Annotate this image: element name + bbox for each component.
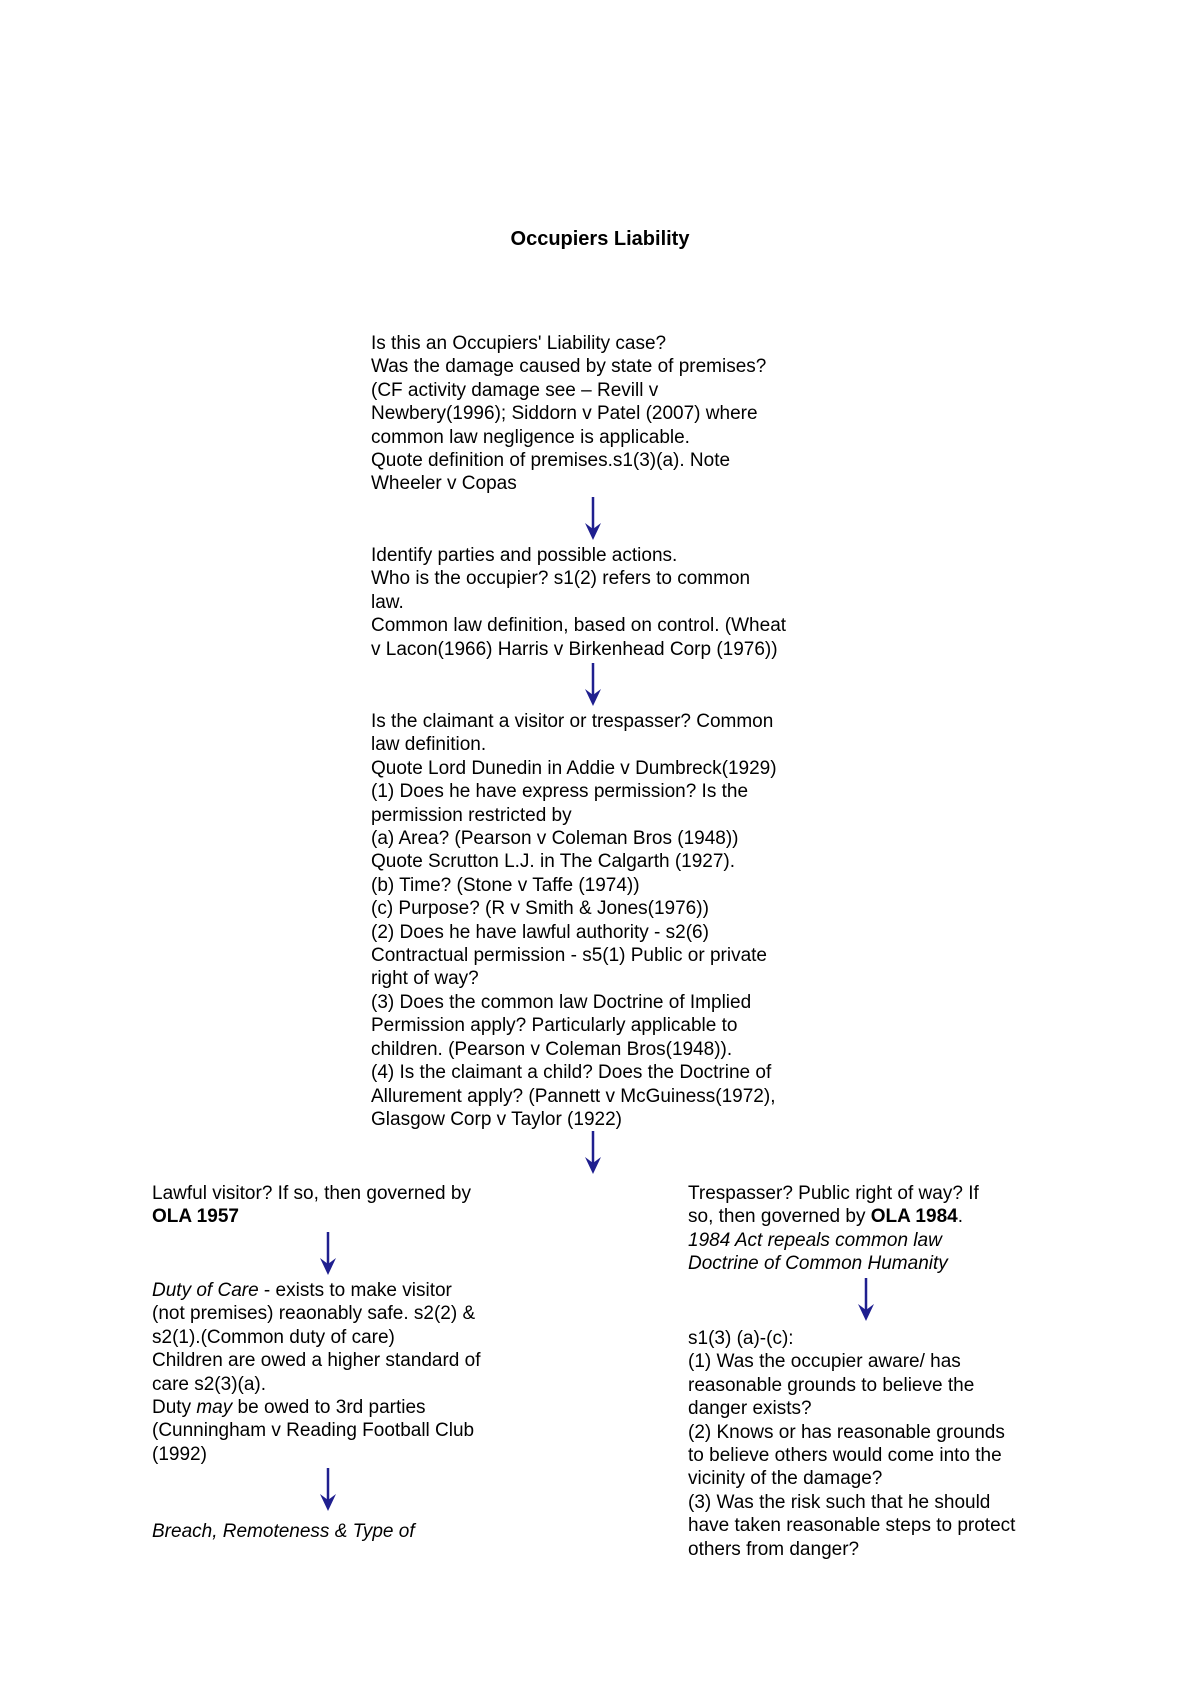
text-line: Newbery(1996); Siddorn v Patel (2007) where: [371, 403, 758, 425]
down-arrow-icon: [583, 1131, 603, 1175]
text-line: s1(3) (a)-(c):: [688, 1328, 794, 1349]
text-line: Identify parties and possible actions.: [371, 545, 678, 566]
breach-box: [152, 1520, 415, 1543]
act-name: OLA 1957: [152, 1206, 239, 1228]
text-line: [152, 1279, 480, 1302]
text-line: children. (Pearson v Coleman Bros(1948)).: [371, 1038, 733, 1060]
text-line: (not premises) reaonably safe. s2(2) &: [152, 1303, 476, 1325]
text-line: Breach, Remoteness & Type of: [152, 1521, 415, 1542]
text-line: (b) Time? (Stone v Taffe (1974)): [371, 874, 640, 896]
lawful-visitor-box: [152, 1182, 471, 1229]
text-line: common law negligence is applicable.: [371, 426, 690, 448]
text-line: Common law definition, based on control. (Wheat: [371, 615, 787, 637]
text-line: Quote Lord Dunedin in Addie v Dumbreck(1929): [371, 757, 777, 779]
text-line: (4) Is the claimant a child? Does the Doctrine of: [371, 1062, 772, 1084]
text-line: (CF activity damage see – Revill v: [371, 379, 659, 401]
text-line: (1) Does he have express permission? Is the: [371, 781, 749, 803]
text-line: (2) Knows or has reasonable grounds: [688, 1421, 1005, 1443]
text-line: (1) Was the occupier aware/ has: [688, 1351, 961, 1373]
text-line: danger exists?: [688, 1398, 812, 1420]
text-line: Allurement apply? (Pannett v McGuiness(1972),: [371, 1085, 776, 1107]
text-line: Lawful visitor? If so, then governed by: [152, 1183, 471, 1204]
text-line: Permission apply? Particularly applicable to: [371, 1015, 738, 1037]
text-fragment: Duty: [152, 1397, 197, 1419]
text-fragment: so, then governed by: [688, 1206, 871, 1228]
text-line: Is the claimant a visitor or trespasser? Common: [371, 711, 774, 732]
text-line: (3) Was the risk such that he should: [688, 1491, 991, 1513]
text-line: to believe others would come into the: [688, 1445, 1002, 1467]
text-line: Quote definition of premises.s1(3)(a). Note: [371, 450, 731, 472]
text-line: (1992): [152, 1443, 207, 1465]
text-line: (a) Area? (Pearson v Coleman Bros (1948)): [371, 828, 739, 850]
down-arrow-icon: [318, 1232, 338, 1276]
step-3-box: [371, 710, 777, 1131]
step-1-box: [371, 332, 766, 496]
emphasis: may: [196, 1397, 233, 1419]
duty-of-care-box: [152, 1279, 480, 1466]
text-line: Glasgow Corp v Taylor (1922): [371, 1108, 622, 1130]
step-2-box: [371, 544, 786, 661]
text-line: Wheeler v Copas: [371, 473, 517, 495]
text-line: [152, 1396, 480, 1419]
text-line: law.: [371, 591, 404, 613]
text-line: Is this an Occupiers' Liability case?: [371, 333, 667, 354]
text-line: (2) Does he have lawful authority - s2(6): [371, 921, 709, 943]
ola-1984-conditions-box: [688, 1327, 1015, 1561]
text-line: vicinity of the damage?: [688, 1468, 883, 1490]
text-line: 1984 Act repeals common law: [688, 1229, 942, 1251]
trespasser-box: [688, 1182, 979, 1276]
text-line: Doctrine of Common Humanity: [688, 1253, 948, 1275]
text-line: [688, 1205, 979, 1228]
text-line: Quote Scrutton L.J. in The Calgarth (1927).: [371, 851, 736, 873]
down-arrow-icon: [583, 663, 603, 707]
text-line: right of way?: [371, 968, 479, 990]
text-line: Trespasser? Public right of way? If: [688, 1183, 979, 1204]
text-line: Was the damage caused by state of premises?: [371, 356, 767, 378]
text-line: law definition.: [371, 734, 487, 756]
text-line: Who is the occupier? s1(2) refers to common: [371, 568, 751, 590]
text-line: have taken reasonable steps to protect: [688, 1515, 1016, 1537]
page-title: Occupiers Liability: [510, 228, 690, 250]
text-line: v Lacon(1966) Harris v Birkenhead Corp (1976)): [371, 638, 778, 660]
down-arrow-icon: [856, 1278, 876, 1322]
text-line: reasonable grounds to believe the: [688, 1374, 975, 1396]
text-fragment: .: [957, 1206, 963, 1228]
text-line: (Cunningham v Reading Football Club: [152, 1420, 475, 1442]
text-line: (3) Does the common law Doctrine of Implied: [371, 991, 752, 1013]
text-line: care s2(3)(a).: [152, 1373, 267, 1395]
duty-term: Duty of Care: [152, 1280, 259, 1301]
text-line: permission restricted by: [371, 804, 572, 826]
text-line: s2(1).(Common duty of care): [152, 1326, 395, 1348]
text-line: (c) Purpose? (R v Smith & Jones(1976)): [371, 898, 709, 920]
text-fragment: be owed to 3rd parties: [232, 1397, 426, 1419]
down-arrow-icon: [318, 1468, 338, 1512]
text-line: Children are owed a higher standard of: [152, 1350, 481, 1372]
act-name: OLA 1984: [870, 1206, 958, 1228]
text-line: others from danger?: [688, 1538, 860, 1560]
text-fragment: - exists to make visitor: [258, 1280, 452, 1301]
text-line: Contractual permission - s5(1) Public or private: [371, 945, 767, 967]
down-arrow-icon: [583, 497, 603, 541]
